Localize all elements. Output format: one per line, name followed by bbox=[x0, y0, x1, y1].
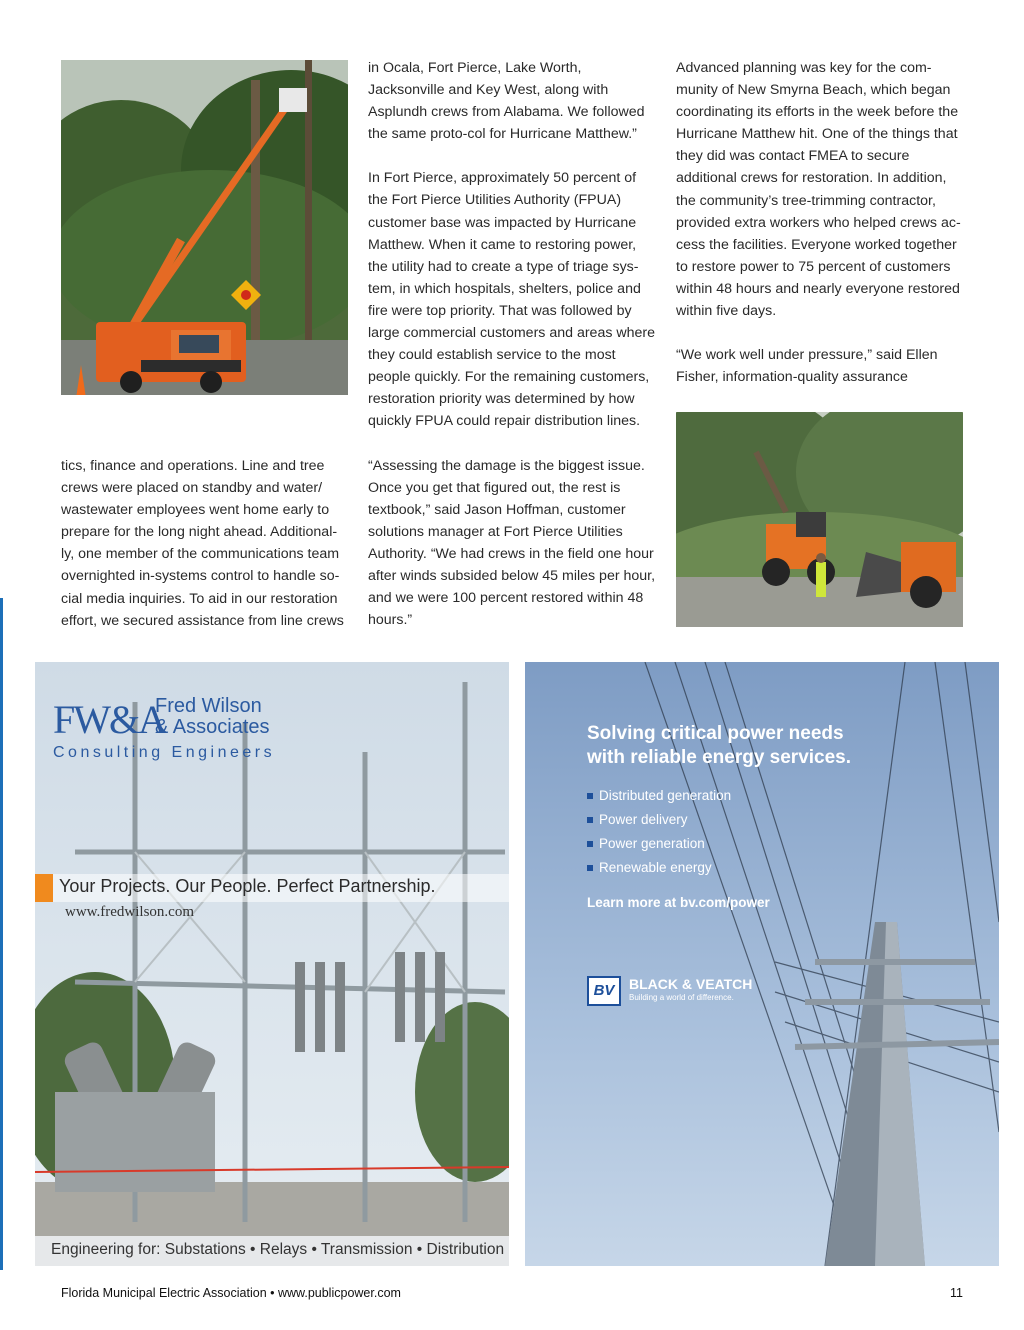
article-paragraph: tics, finance and operations. Line and tree crews were placed on standby and water/ wastewater employees went home early to prepare for the long night ahead. Additional-ly, one member of the communications team overnighted in-systems control to handle so-cial media inquiries. To aid in our restoration effort, we secured assistance from line crews bbox=[61, 458, 344, 629]
bv-headline bbox=[587, 722, 851, 770]
fw-tagline: Your Projects. Our People. Perfect Partnership. bbox=[59, 876, 436, 896]
article-column-1 bbox=[61, 455, 348, 632]
fw-name-line-1: Fred Wilson bbox=[155, 695, 262, 717]
article-paragraph: “Assessing the damage is the biggest issue. Once you get that figured out, the rest is textbook,” said Jason Hoffman, customer solutions manager at Fort Pierce Utilities Authority. “We had crews in the field one hour after winds subsided below 45 miles per hour, and we were 100 percent restored within 48 hours.” bbox=[368, 457, 656, 629]
fw-orange-accent bbox=[35, 874, 53, 902]
bv-service-item: Distributed generation bbox=[587, 784, 731, 808]
article-paragraph: in Ocala, Fort Pierce, Lake Worth, Jacksonville and Key West, along with Asplundh crews from Alabama. We followed the same proto-col for Hurricane Matthew.” bbox=[368, 60, 645, 143]
fred-wilson-ad[interactable] bbox=[35, 662, 509, 1266]
page-edge-accent-bar bbox=[0, 598, 3, 1270]
bv-logo-slogan: Building a world of difference. bbox=[629, 993, 734, 1002]
bv-headline-line-2: with reliable energy services. bbox=[587, 747, 852, 768]
article-paragraph: Advanced planning was key for the com-munity of New Smyrna Beach, which began coordinating its efforts in the week before the Hurricane Matthew hit. One of the things that they did was contact FMEA to secure additional crews for restoration. In addition, the community’s tree-trimming contractor, provided extra workers who helped crews ac-cess the facilities. Everyone worked together to restore power to 75 percent of customers within 48 hours and nearly everyone restored within five days. bbox=[676, 60, 961, 320]
page-footer-left: Florida Municipal Electric Association • www.publicpower.com bbox=[61, 1286, 401, 1300]
article-column-3 bbox=[676, 57, 966, 388]
bv-service-item: Renewable energy bbox=[587, 856, 731, 880]
fw-services-bar bbox=[35, 1236, 509, 1266]
fw-subtitle: Consulting Engineers bbox=[53, 744, 276, 761]
fred-wilson-company-name bbox=[155, 696, 270, 738]
bv-service-item: Power generation bbox=[587, 832, 731, 856]
bv-services-list bbox=[587, 784, 731, 880]
article-column-2 bbox=[368, 57, 658, 631]
bv-headline-line-1: Solving critical power needs bbox=[587, 723, 844, 744]
bucket-truck-photo bbox=[61, 60, 348, 395]
bv-learn-more-link[interactable]: Learn more at bv.com/power bbox=[587, 895, 770, 910]
fw-monogram: FW&A bbox=[53, 697, 165, 742]
article-paragraph: “We work well under pressure,” said Ellen Fisher, information-quality assurance bbox=[676, 347, 938, 386]
bv-logo-name: BLACK & VEATCH bbox=[629, 976, 753, 992]
page-number: 11 bbox=[950, 1286, 963, 1300]
bv-service-item: Power delivery bbox=[587, 808, 731, 832]
tree-clearing-photo bbox=[676, 412, 963, 627]
fred-wilson-logo bbox=[53, 696, 165, 743]
fw-services-text: Engineering for: Substations • Relays • Transmission • Distribution bbox=[51, 1241, 505, 1258]
article-paragraph: In Fort Pierce, approximately 50 percent of the Fort Pierce Utilities Authority (FPUA) customer base was impacted by Hurricane Matthew. When it came to restoring power, the utility had to create a type of triage sys-tem, in which hospitals, shelters, police and fire were top priority. That was followed by large commercial customers and areas where they could establish service to the most people quickly. For the remaining customers, restoration priority was determined by how quickly FPUA could repair distribution lines. bbox=[368, 170, 656, 430]
bv-logo-mark: BV bbox=[587, 976, 621, 1006]
fw-name-line-2: & Associates bbox=[155, 716, 270, 738]
fw-website-link[interactable]: www.fredwilson.com bbox=[65, 904, 195, 920]
black-veatch-ad[interactable] bbox=[525, 662, 999, 1266]
